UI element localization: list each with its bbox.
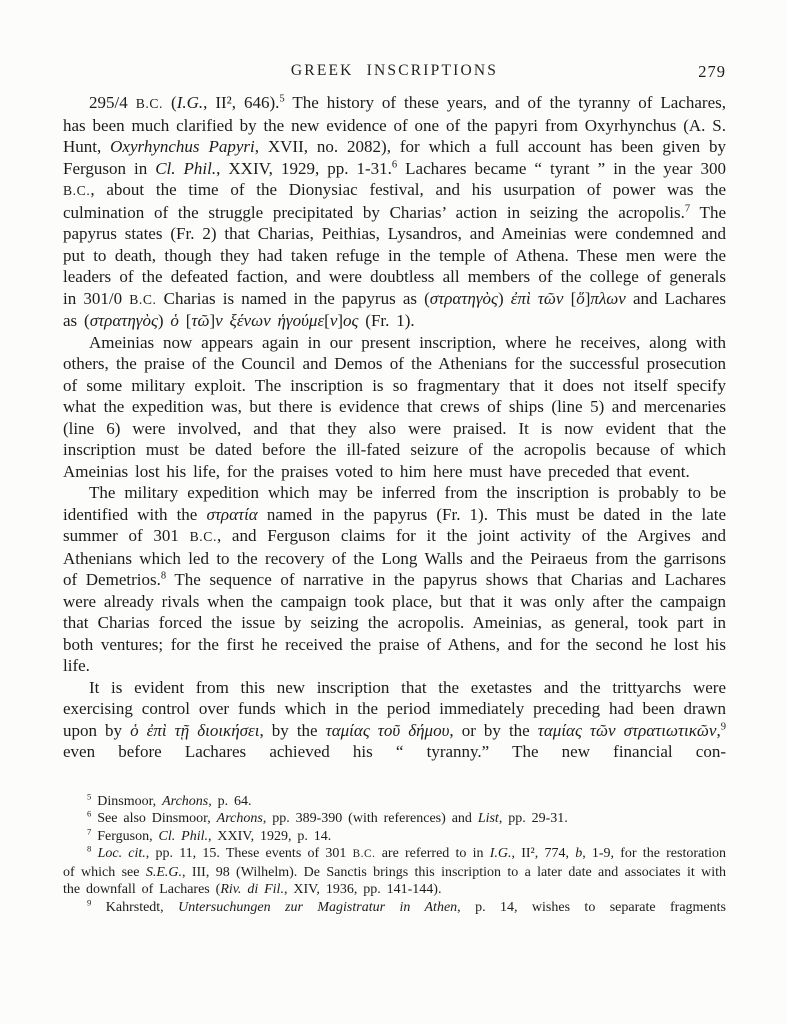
- body-paragraph-1: 295/4 B.C. (I.G., II², 646).$^5$ The history of these years, and of the tyranny of Lachares, has been much clarified by the new evidence of one of the papyri from Oxyrhynchus (A. S. Hunt, Oxyrhynchus Papyri, XVII, no. 2082), for which a full account has been given by Ferguson in Cl. Phil., XXIV, 1929, pp. 1-31.$^6$ Lachares became “ tyrant ” in the year 300 B.C., about the time of the Dionysiac festival, and his usurpation of power was the culmination of the struggle precipitated by Charias’ action in seizing the acropolis.$^7$ The papyrus states (Fr. 2) that Charias, Peithias, Lysandros, and Ameinias were condemned and put to death, though they had taken refuge in the temple of Athena. These men were the leaders of the defeated faction, and were doubtless all members of the college of generals in 301/0 B.C. Charias is named in the papyrus as (στρατηγὸς) ἐπὶ τῶν [ὅ]πλων and Lachares as (στρατηγὸς) ὁ [τῶ]ν ξένων ἡγούμε[ν]ος (Fr. 1).: [63, 93, 727, 330]
- footnote-7: $^7$ Ferguson, Cl. Phil., XXIV, 1929, p. 14.: [87, 826, 332, 844]
- page-number: 279: [698, 62, 726, 81]
- body-paragraph-4: It is evident from this new inscription that the exetastes and the trittyarchs were exercising control over funds which in the period immediately preceding had been drawn upon by ὁ ἐπὶ τῇ διοικήσει, by the ταμίας τοῦ δήμου, or by the ταμίας τῶν στρατιωτικῶν,$^9$ even before Lachares achieved his “ tyranny.” The new financial con-: [63, 677, 726, 761]
- footnotes-block: [63, 790, 726, 917]
- footnote-5: $^5$ Dinsmoor, Archons, p. 64.: [87, 790, 252, 809]
- footnote-8: $^8$ Loc. cit., pp. 11, 15. These events of 301 B.C. are referred to in I.G., II², 774, b, 1-9, for the restoration of which see S.E.G., III, 98 (Wilhelm). De Sanctis brings this inscription to a later date and associates it with the downfall of Lachares (Riv. di Fil., XIV, 1936, pp. 141-144).: [63, 843, 726, 898]
- body-paragraph-2: Ameinias now appears again in our present inscription, where he receives, along with others, the praise of the Council and Demos of the Athenians for the successful prosecution of some military exploit. The inscription is so fragmentary that it does not itself specify what the expedition was, but there is evidence that crews of ships (line 5) and mercenaries (line 6) were involved, and that they also were praised. It is now evident that the inscription must be dated before the ill-fated seizure of the acropolis because of which Ameinias lost his life, for the praises voted to him here must have preceded that event.: [63, 332, 726, 481]
- page-header: [63, 62, 726, 84]
- footnote-9: $^9$ Kahrstedt, Untersuchungen zur Magistratur in Athen, p. 14, wishes to separate fragments: [87, 897, 726, 916]
- page-body: [63, 92, 726, 917]
- running-head-title: GREEK INSCRIPTIONS: [290, 62, 499, 79]
- footnote-6: $^6$ See also Dinsmoor, Archons, pp. 389-390 (with references) and List, pp. 29-31.: [87, 808, 568, 827]
- body-paragraph-3: The military expedition which may be inferred from the inscription is probably to be identified with the στρατία named in the papyrus (Fr. 1). This must be dated in the late summer of 301 B.C., and Ferguson claims for it the joint activity of the Argives and Athenians which led to the recovery of the Long Walls and the Peiraeus from the garrisons of Demetrios.$^8$ The sequence of narrative in the papyrus shows that Charias and Lachares were already rivals when the campaign took place, but that it was only after the campaign that Charias forced the issue by seizing the acropolis. Ameinias, as general, took part in both ventures; for the first he received the praise of Athens, and for the second he lost his life.: [63, 483, 727, 675]
